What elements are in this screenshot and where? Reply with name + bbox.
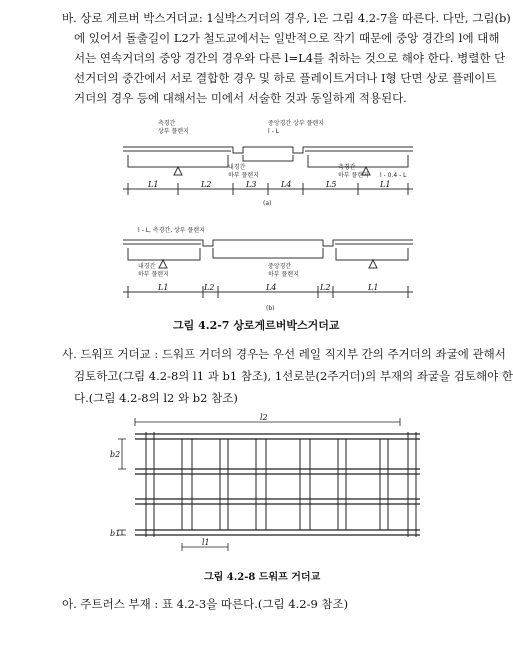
figure-4-2-7a-diagram (118, 115, 418, 205)
fig-a-label-2: 중앙경간 상부 플랜지 (268, 120, 324, 127)
section-d-line-1: 아. 주트러스 부재 : 표 4.2-3을 따른다.(그림 4.2-9 참조) (62, 597, 349, 611)
figure-4-2-7b-diagram (118, 222, 418, 312)
fig-b-dim-L1: L1 (158, 283, 169, 292)
fig-48-label-b2: b2 (110, 450, 121, 459)
fig-a-label-8: l - 0.4 - L (380, 172, 407, 179)
fig-a-label-1: 상부 플랜지 (158, 128, 189, 135)
fig-b-sublabel: (b) (266, 305, 275, 312)
fig-a-dim-L1: L1 (148, 180, 159, 189)
fig-a-dim-L4: L4 (281, 180, 292, 189)
fig-b-label-2: 하부 플랜지 (138, 271, 169, 278)
section-b-line-5: 거더의 경우 등에 대해서는 미에서 서술한 것과 동일하게 적용된다. (74, 91, 407, 105)
fig-b-label-1: 내경간 (138, 263, 156, 270)
fig-b-label-4: 하부 플랜지 (268, 271, 299, 278)
fig-a-sublabel: (a) (263, 200, 272, 207)
section-b-line-1: 바. 상로 게르버 박스거더교: 1실박스거더의 경우, l은 그림 4.2-7을 따른다. 다만, 그림(b) (62, 11, 511, 25)
fig-b-dim-L1b: L1 (368, 283, 379, 292)
fig-a-dim-L5: L5 (326, 180, 337, 189)
section-c-line-2: 검토하고(그림 4.2-8의 l1 과 b1 참조), 1선로분(2주거더)의 부재의 좌굴을 검토해야 한 (74, 369, 513, 383)
section-c-line-3: 다.(그림 4.2-8의 l2 와 b2 참조) (74, 391, 238, 405)
fig-b-dim-L2: L2 (204, 283, 215, 292)
fig-a-label-5: 하부 플랜지 (228, 172, 259, 179)
fig-a-label-3: l - L (268, 128, 279, 135)
section-b-line-3: 서는 연속거더의 중앙 경간의 경우와 다른 l=L4를 취하는 것으로 해야 한다. 병렬한 단 (74, 51, 506, 65)
fig-48-label-b1: b1 (110, 529, 121, 538)
fig-a-label-7: 하부 플랜지 (338, 172, 369, 179)
fig-b-dim-L2b: L2 (320, 283, 331, 292)
figure-4-2-7-caption: 그림 4.2-7 상로게르버박스거더교 (173, 319, 340, 332)
fig-a-label-6: 측경간 (338, 164, 356, 171)
figure-4-2-8-diagram (110, 412, 440, 562)
figure-4-2-8-caption: 그림 4.2-8 드워프 거더교 (204, 572, 321, 583)
section-c-line-1: 사. 드워프 거더교 : 드워프 거더의 경우는 우선 레일 직지부 간의 주거더의 좌굴에 관해서 (62, 347, 506, 361)
fig-b-label-3: 중앙경간 (268, 263, 292, 270)
fig-48-label-l1: l1 (202, 538, 210, 547)
fig-a-dim-L3: L3 (246, 180, 257, 189)
fig-a-dim-L2: L2 (201, 180, 212, 189)
fig-a-label-4: 내경간 (228, 164, 246, 171)
fig-48-label-l2: l2 (260, 413, 268, 422)
fig-a-dim-L1b: L1 (380, 180, 391, 189)
section-b-line-2: 에 있어서 돌출길이 L2가 철도교에서는 일반적으로 작기 때문에 중앙 경간의 l에 대해 (74, 31, 500, 45)
fig-a-label-0: 측경간 (158, 120, 176, 127)
fig-b-label-0: l - L, 측경간, 상부 플랜지 (138, 227, 205, 234)
fig-b-dim-L4: L4 (266, 283, 277, 292)
section-b-line-4: 선거더의 중간에서 서로 결합한 경우 및 하로 플레이트거더나 I형 단면 상로 플레이트 (74, 71, 497, 85)
